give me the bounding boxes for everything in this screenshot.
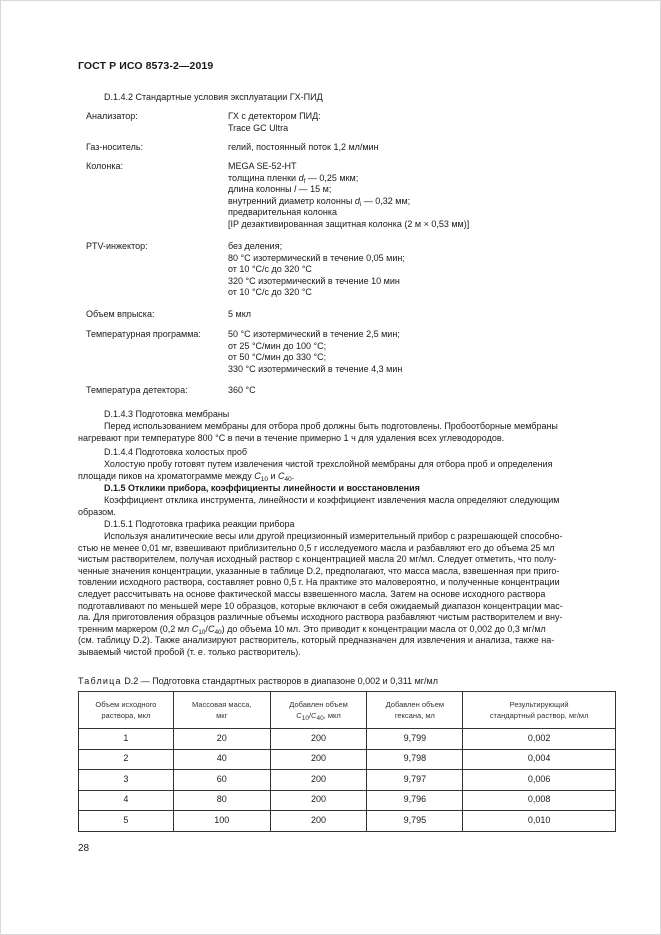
- column-header: Массовая масса, мкг: [173, 692, 270, 729]
- paragraph-d15: [78, 495, 615, 518]
- table-cell: 20: [173, 729, 270, 750]
- section-heading-d142: D.1.4.2 Стандартные условия эксплуатации ГХ-ПИД: [104, 92, 323, 102]
- condition-value: от 10 °С/с до 320 °С: [228, 264, 312, 275]
- table-cell: 9,795: [367, 811, 463, 832]
- paragraph-d143: [78, 421, 615, 444]
- table-cell: 0,002: [463, 729, 616, 750]
- paragraph-line: нагревают при температуре 800 °С в печи в течение примерно 1 ч для удаления всех углеводородов.: [78, 432, 505, 443]
- column-header: Добавлен объем $C_{10}/C_{40}$, мкл: [270, 692, 367, 729]
- condition-value: от 50 °С/мин до 330 °С;: [228, 352, 327, 363]
- condition-value: 50 °С изотермический в течение 2,5 мин;: [228, 329, 400, 339]
- condition-value: MEGA SE-52-HT: [228, 161, 297, 171]
- section-heading-d15: D.1.5 Отклики прибора, коэффициенты линейности и восстановления: [104, 483, 420, 493]
- paragraph-line: площади пиков на хроматограмме между $C_{10}$ и $C_{40}$.: [78, 470, 295, 483]
- table-row: [79, 729, 616, 750]
- condition-label: Температурная программа:: [86, 329, 201, 339]
- column-header: Результирующий стандартный раствор, мг/мл: [463, 692, 616, 729]
- paragraph-line: ченные значения концентрации, указанные в таблице D.2, предполагают, что масса масла, взвешенная при приго-: [78, 565, 560, 576]
- condition-value: 320 °С изотермический в течение 10 мин: [228, 275, 400, 286]
- condition-value: от 25 °С/мин до 100 °С;: [228, 340, 327, 351]
- table-cell: 4: [79, 790, 174, 811]
- condition-values: [228, 329, 402, 375]
- table-caption-text: D.2 — Подготовка стандартных растворов в диапазоне 0,002 и 0,311 мг/мл: [121, 676, 438, 686]
- condition-label: Колонка:: [86, 161, 124, 171]
- table-row: [79, 811, 616, 832]
- condition-value: от 10 °С/с до 320 °С: [228, 287, 312, 298]
- table-cell: 0,008: [463, 790, 616, 811]
- table-cell: 60: [173, 770, 270, 791]
- condition-value: длина колонны l — 15 м;: [228, 184, 332, 195]
- table-cell: 200: [270, 790, 367, 811]
- condition-values: [228, 241, 405, 299]
- condition-value: 5 мкл: [228, 309, 251, 319]
- paragraph-line: следует рассчитывать на основе фактической массы взвешенного масла. Затем на основе исходного раствора: [78, 588, 546, 599]
- paragraph-line: (см. таблицу D.2). Также анализируют растворитель, который предназначен для извлечения и анализа, также на-: [78, 635, 555, 646]
- paragraph-line: Холостую пробу готовят путем извлечения чистой трехслойной мембраны для отбора проб и определения: [104, 459, 553, 469]
- table-cell: 9,799: [367, 729, 463, 750]
- condition-value: предварительная колонка: [228, 207, 337, 218]
- paragraph-d144: [78, 459, 615, 482]
- condition-values: [228, 309, 251, 321]
- table-cell: 9,798: [367, 749, 463, 770]
- condition-value: без деления;: [228, 241, 283, 251]
- table-cell: 5: [79, 811, 174, 832]
- table-cell: 200: [270, 811, 367, 832]
- section-heading-d144: D.1.4.4 Подготовка холостых проб: [104, 447, 248, 457]
- paragraph-line: товлении исходного раствора, составляет ровно 0,5 г. На практике это маловероятно, и полученные концентрации: [78, 577, 560, 588]
- table-cell: 1: [79, 729, 174, 750]
- page-number: 28: [78, 843, 90, 854]
- table-cell: 200: [270, 749, 367, 770]
- table-cell: 2: [79, 749, 174, 770]
- condition-value: толщина пленки $d_f$ — 0,25 мкм;: [228, 172, 359, 185]
- condition-value: 80 °С изотермический в течение 0,05 мин;: [228, 252, 405, 263]
- table-cell: 200: [270, 729, 367, 750]
- paragraph-line: стью не менее 0,01 мг, взвешивают приблизительно 0,5 г исследуемого масла и разбавляют его до объема 25 мл: [78, 542, 555, 553]
- table-cell: 40: [173, 749, 270, 770]
- condition-values: [228, 142, 379, 154]
- condition-value: 330 °С изотермический в течение 4,3 мин: [228, 363, 403, 374]
- table-cell: 9,797: [367, 770, 463, 791]
- section-heading-d143: D.1.4.3 Подготовка мембраны: [104, 409, 230, 419]
- condition-values: [228, 385, 256, 397]
- condition-value: внутренний диаметр колонны $d_i$ — 0,32 мм;: [228, 195, 411, 208]
- condition-value: гелий, постоянный поток 1,2 мл/мин: [228, 142, 379, 152]
- table-cell: 200: [270, 770, 367, 791]
- table-caption: [78, 676, 438, 688]
- condition-value: ГХ с детектором ПИД:: [228, 111, 321, 121]
- condition-label: Анализатор:: [86, 111, 138, 121]
- table-cell: 100: [173, 811, 270, 832]
- paragraph-line: тренним маркером (0,2 мл $C_{10}/C_{40}$) до объема 10 мл. Это приводит к концентрации масла от 0,002 до 0,3 мг/мл: [78, 623, 546, 636]
- table-cell: 0,010: [463, 811, 616, 832]
- document-header: ГОСТ Р ИСО 8573-2—2019: [78, 60, 214, 72]
- paragraph-line: образом.: [78, 506, 116, 517]
- data-table: [78, 691, 616, 832]
- condition-label: Объем впрыска:: [86, 309, 155, 319]
- table-row: [79, 790, 616, 811]
- table-cell: 9,796: [367, 790, 463, 811]
- column-header: Объем исходного раствора, мкл: [79, 692, 174, 729]
- condition-values: [228, 111, 321, 134]
- condition-label: Газ-носитель:: [86, 142, 144, 152]
- condition-value: Trace GC Ultra: [228, 122, 289, 133]
- column-header: Добавлен объем гексана, мл: [367, 692, 463, 729]
- condition-value: [IP дезактивированная защитная колонка (2 м × 0,53 мм)]: [228, 218, 470, 229]
- paragraph-line: ла. Для приготовления образцов различные объемы исходного раствора разбавляют чистым растворителем и вну-: [78, 612, 563, 623]
- paragraph-line: подготавливают по меньшей мере 10 образцов, которые включают в себя ожидаемый диапазон концентрации мас-: [78, 600, 563, 611]
- table-row: [79, 749, 616, 770]
- paragraph-line: Коэффициент отклика инструмента, линейности и коэффициент извлечения масла определяют следующим: [104, 495, 560, 505]
- paragraph-line: зываемый чистой пробой (т. е. только растворитель).: [78, 646, 301, 657]
- condition-label: PTV-инжектор:: [86, 241, 148, 251]
- table-row: [79, 770, 616, 791]
- table-cell: 80: [173, 790, 270, 811]
- section-heading-d151: D.1.5.1 Подготовка графика реакции прибора: [104, 519, 295, 529]
- table-cell: 3: [79, 770, 174, 791]
- condition-label: Температура детектора:: [86, 385, 188, 395]
- table-cell: 0,004: [463, 749, 616, 770]
- paragraph-d151: [78, 531, 615, 659]
- condition-value: 360 °С: [228, 385, 256, 395]
- table-caption-label: Таблица: [78, 676, 122, 686]
- paragraph-line: Используя аналитические весы или другой прецизионный измерительный прибор с разрешающей способно-: [104, 531, 563, 541]
- paragraph-line: чистым растворителем, получая исходный раствор с концентрацией масла 20 мг/мл. Следует отметить, что полу-: [78, 554, 557, 565]
- condition-values: [228, 161, 469, 231]
- table-cell: 0,006: [463, 770, 616, 791]
- table-header-row: [79, 692, 616, 729]
- paragraph-line: Перед использованием мембраны для отбора проб должны быть подготовлены. Пробоотборные мембраны: [104, 421, 558, 431]
